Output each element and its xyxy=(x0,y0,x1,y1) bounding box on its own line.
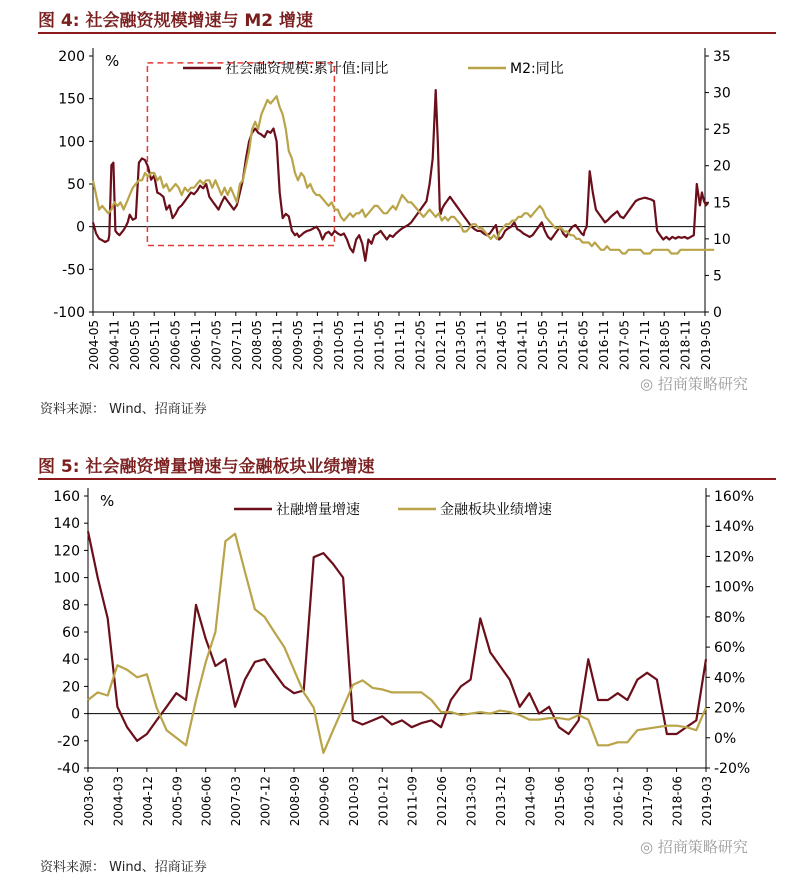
figure2-right-tick-label: 120% xyxy=(714,549,755,566)
figure1-series-line-2 xyxy=(93,96,714,253)
figure1-x-tick-label: 2010-05 xyxy=(331,320,346,371)
figure1-x-tick-label: 2017-05 xyxy=(617,320,632,371)
figure1-x-tick-label: 2007-05 xyxy=(209,320,224,371)
figure2-left-tick-label: 100 xyxy=(53,570,80,587)
figure2-x-tick-label: 2005-09 xyxy=(170,776,185,827)
figure2-x-tick-label: 2015-06 xyxy=(552,776,567,827)
figure1-x-tick-label: 2018-11 xyxy=(678,320,693,371)
figure1-x-tick-label: 2012-11 xyxy=(433,320,448,371)
figure1-left-tick-label: 0 xyxy=(76,219,85,236)
figure1-right-tick-label: 15 xyxy=(713,195,731,212)
figure2-left-tick-label: 80 xyxy=(62,597,80,614)
figure2-x-tick-label: 2019-03 xyxy=(700,776,714,827)
figure1-x-tick-label: 2015-11 xyxy=(556,320,571,371)
figure2-watermark-text: 招商策略研究 xyxy=(657,838,748,856)
figure1-left-tick-label: 200 xyxy=(58,49,85,65)
figure1-x-tick-label: 2014-11 xyxy=(515,320,530,371)
figure1-right-tick-label: 25 xyxy=(713,122,731,139)
figure1-x-tick-label: 2014-05 xyxy=(495,320,509,371)
figure2-x-tick-label: 2013-12 xyxy=(494,776,508,827)
figure2-right-tick-label: 100% xyxy=(714,579,755,596)
figure2-source: 资料来源： Wind、招商证券 xyxy=(40,860,207,875)
figure1-x-tick-label: 2017-11 xyxy=(637,320,652,371)
figure1-x-tick-label: 2005-11 xyxy=(148,320,163,371)
figure2-x-tick-label: 2010-12 xyxy=(376,776,391,827)
figure2-x-tick-label: 2003-06 xyxy=(82,776,96,827)
figure2-right-tick-label: 0% xyxy=(714,730,737,747)
figure2-left-tick-label: 40 xyxy=(62,652,80,669)
figure1-x-tick-label: 2011-05 xyxy=(372,320,387,371)
figure2-left-tick-label: 20 xyxy=(62,679,80,696)
figure1-left-tick-label: -50 xyxy=(62,262,85,279)
figure1-source: 资料来源： Wind、招商证券 xyxy=(40,402,207,417)
figure1-x-tick-label: 2013-11 xyxy=(474,319,489,371)
figure2-left-tick-label: 160 xyxy=(53,489,80,505)
figure1-left-tick-label: 100 xyxy=(58,134,85,151)
figure2-x-tick-label: 2009-06 xyxy=(317,776,332,827)
figure2-left-tick-label: 0 xyxy=(71,706,80,723)
figure2-series-line-2 xyxy=(88,534,706,753)
figure2-legend-label-1: 社融增量增速 xyxy=(276,502,360,518)
figure2-watermark xyxy=(640,836,748,857)
figure2-x-tick-label: 2016-12 xyxy=(611,776,626,827)
figure1-title: 图 4: 社会融资规模增速与 M2 增速 xyxy=(38,11,314,31)
figure2-x-tick-label: 2008-09 xyxy=(288,776,302,827)
figure1-x-tick-label: 2011-11 xyxy=(393,320,407,371)
figure2-x-tick-label: 2016-03 xyxy=(582,776,597,827)
figure2-right-tick-label: -20% xyxy=(714,761,751,777)
figure2-right-tick-label: 40% xyxy=(714,670,746,687)
figure2-x-tick-label: 2013-03 xyxy=(464,776,479,827)
wechat-icon: ◎ xyxy=(640,375,658,393)
figure2-x-tick-label: 2004-12 xyxy=(140,776,155,827)
figure2-title: 图 5: 社会融资增量增速与金融板块业绩增速 xyxy=(38,457,375,477)
figure2-left-tick-label: 120 xyxy=(53,543,80,560)
figure2-x-tick-label: 2017-09 xyxy=(641,776,656,827)
figure1-x-tick-label: 2009-05 xyxy=(291,320,305,371)
figure1-title-rule xyxy=(38,32,776,34)
figure1-x-tick-label: 2012-05 xyxy=(413,320,428,371)
figure2-right-tick-label: 140% xyxy=(714,519,755,536)
figure1-x-tick-label: 2015-05 xyxy=(535,320,550,371)
figure2-left-tick-label: 60 xyxy=(62,625,80,641)
figure2-x-tick-label: 2006-06 xyxy=(199,776,214,827)
figure2-x-tick-label: 2012-06 xyxy=(435,776,450,827)
figure2-left-tick-label: -20 xyxy=(57,733,80,750)
figure2-legend-label-2: 金融板块业绩增速 xyxy=(440,502,552,518)
figure2-x-tick-label: 2007-12 xyxy=(258,776,273,827)
figure1-left-tick-label: 150 xyxy=(58,91,85,108)
figure1-x-tick-label: 2006-05 xyxy=(168,320,183,371)
figure2-right-tick-label: 60% xyxy=(714,640,746,657)
figure2-x-tick-label: 2010-03 xyxy=(346,776,361,827)
figure1-x-tick-label: 2004-11 xyxy=(107,320,122,371)
figure1-left-tick-label: -100 xyxy=(53,305,85,321)
figure2-series-line-1 xyxy=(88,531,706,740)
figure1-x-tick-label: 2004-05 xyxy=(87,320,101,371)
figure2-right-tick-label: 20% xyxy=(714,700,746,717)
figure1-right-tick-label: 0 xyxy=(713,305,722,321)
figure1-series-line-1 xyxy=(93,90,708,261)
figure1-watermark-text: 招商策略研究 xyxy=(657,375,748,393)
figure1-x-tick-label: 2016-11 xyxy=(597,320,611,371)
figure1-unit-label: % xyxy=(105,52,120,70)
figure1-x-tick-label: 2005-05 xyxy=(127,320,142,371)
figure1-x-tick-label: 2016-05 xyxy=(576,320,591,371)
figure2-x-tick-label: 2018-06 xyxy=(670,776,685,827)
figure2-left-tick-label: -40 xyxy=(57,761,80,777)
figure2-unit-label: % xyxy=(100,492,115,510)
figure2-left-tick-label: 140 xyxy=(53,516,80,533)
figure1-highlight-box xyxy=(147,63,334,246)
figure1-x-tick-label: 2008-05 xyxy=(250,320,265,371)
figure2-chart xyxy=(0,482,806,862)
figure2-right-tick-label: 160% xyxy=(714,489,755,505)
figure2-x-tick-label: 2011-09 xyxy=(405,776,420,827)
figure1-x-tick-label: 2008-11 xyxy=(270,320,285,371)
figure1-legend-label-1: 社会融资规模:累计值:同比 xyxy=(225,61,389,77)
figure1-x-tick-label: 2006-11 xyxy=(189,320,203,371)
figure1-x-tick-label: 2019-05 xyxy=(699,320,713,371)
figure1-right-tick-label: 5 xyxy=(713,268,722,285)
figure1-x-tick-label: 2009-11 xyxy=(311,320,326,371)
figure1-x-tick-label: 2013-05 xyxy=(454,320,469,371)
figure1-right-tick-label: 30 xyxy=(713,85,731,102)
figure1-x-tick-label: 2007-11 xyxy=(229,320,244,371)
wechat-icon: ◎ xyxy=(640,838,658,856)
figure2-x-tick-label: 2004-03 xyxy=(111,776,126,827)
figure1-right-tick-label: 10 xyxy=(713,231,731,248)
figure1-left-tick-label: 50 xyxy=(67,177,85,193)
figure1-legend-label-2: M2:同比 xyxy=(510,61,564,77)
figure1-right-tick-label: 20 xyxy=(713,158,731,175)
figure2-title-rule xyxy=(38,478,776,480)
figure1-x-tick-label: 2010-11 xyxy=(352,320,367,371)
figure2-x-tick-label: 2007-03 xyxy=(229,776,244,827)
figure2-x-tick-label: 2014-09 xyxy=(523,776,538,827)
figure2-right-tick-label: 80% xyxy=(714,609,746,626)
figure1-right-tick-label: 35 xyxy=(713,49,731,65)
figure1-x-tick-label: 2018-05 xyxy=(658,320,673,371)
figure1-watermark xyxy=(640,373,748,394)
